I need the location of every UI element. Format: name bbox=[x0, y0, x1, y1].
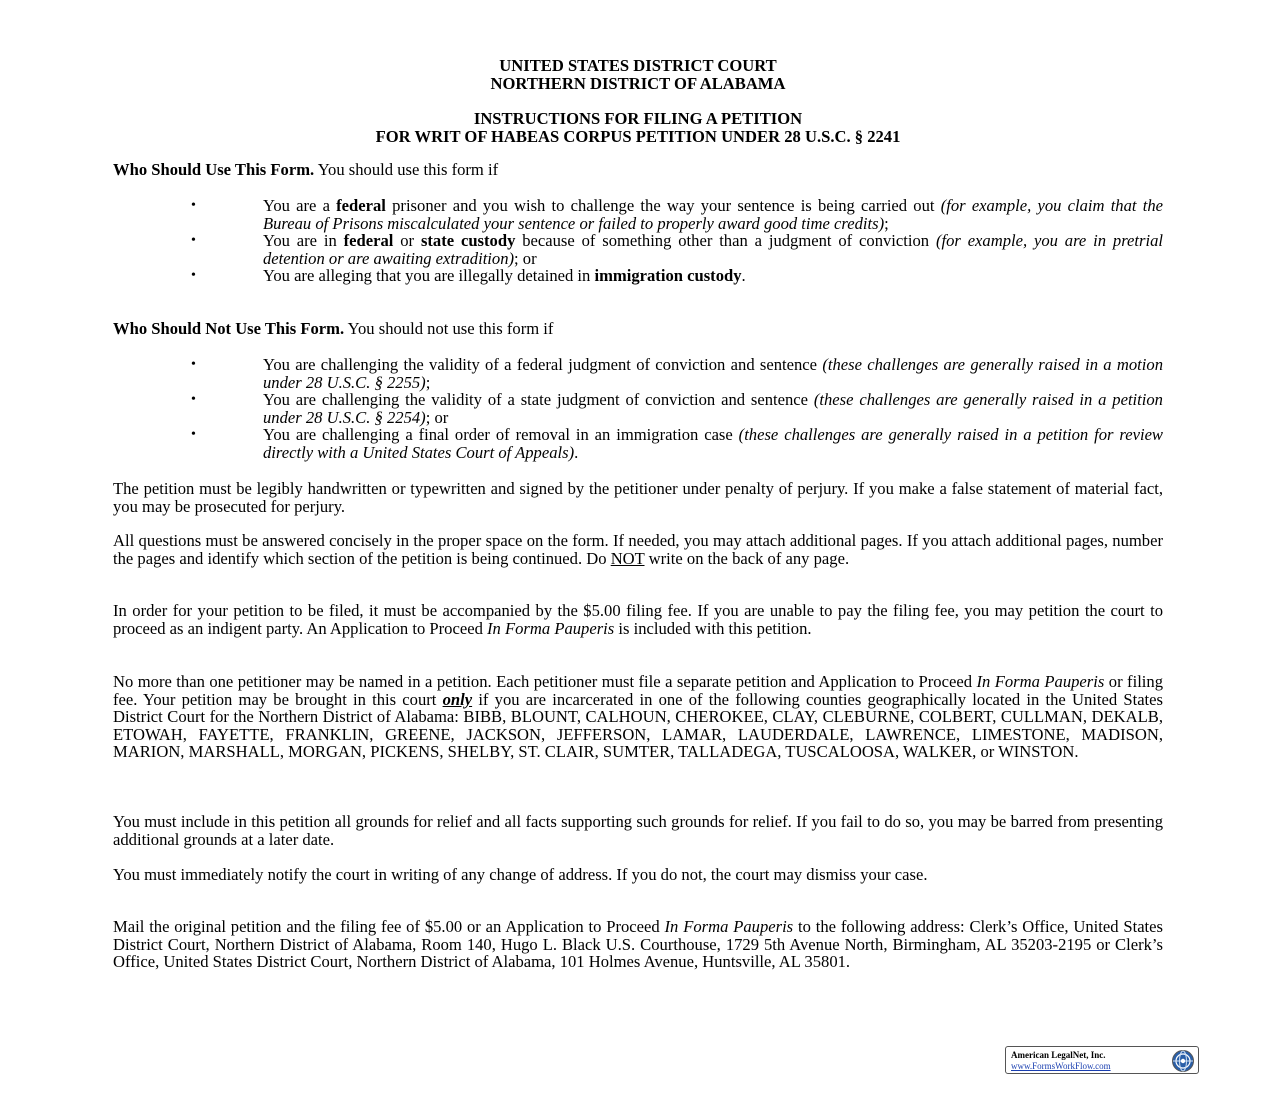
list-item: • You are challenging the validity of a state judgment of conviction and sentence (these challenges are generally raised in a petition under 28 U.S.C. § 2254); or bbox=[191, 390, 1163, 427]
who-should-use-heading: Who Should Use This Form. You should use this form if bbox=[113, 160, 499, 179]
who-should-not-use-heading: Who Should Not Use This Form. You should not use this form if bbox=[113, 319, 554, 338]
paragraph-petitioner-counties: No more than one petitioner may be named in a petition. Each petitioner must file a separate petition and Application to Proceed In Forma Pauperis or filing fee. Your petition may be brought in this court only if you are incarcerated in one of the following counties geographically located in the United States District Court for the Northern District of Alabama: BIBB, BLOUNT, CALHOUN, CHEROKEE, CLAY, CLEBURNE, COLBERT, CULLMAN, DEKALB, ETOWAH, FAYETTE, FRANKLIN, GREENE, JACKSON, JEFFERSON, LAMAR, LAUDERDALE, LAWRENCE, LIMESTONE, MADISON, MARION, MARSHALL, MORGAN, PICKENS, SHELBY, ST. CLAIR, SUMTER, TALLADEGA, TUSCALOOSA, WALKER, or WINSTON. bbox=[113, 672, 1164, 762]
bullet-icon: • bbox=[191, 392, 196, 408]
paragraph-change-of-address: You must immediately notify the court in writing of any change of address. If you do not, the court may dismiss your case. bbox=[113, 865, 928, 884]
bullet-icon: • bbox=[191, 233, 196, 249]
document-title bbox=[113, 110, 1163, 146]
bullet-icon: • bbox=[191, 427, 196, 443]
paragraph-grounds: You must include in this petition all grounds for relief and all facts supporting such grounds for relief. If you fail to do so, you may be barred from presenting additional grounds at a later date. bbox=[113, 812, 1163, 849]
who-should-not-use-list bbox=[113, 356, 1163, 462]
bullet-icon: • bbox=[191, 357, 196, 372]
footer-badge bbox=[1005, 1046, 1199, 1074]
court-name: UNITED STATES DISTRICT COURT bbox=[499, 56, 777, 75]
footer-company: American LegalNet, Inc. bbox=[1011, 1050, 1106, 1060]
list-item: • You are challenging the validity of a federal judgment of conviction and sentence (these challenges are generally raised in a motion under 28 U.S.C. § 2255); bbox=[191, 355, 1163, 392]
court-district: NORTHERN DISTRICT OF ALABAMA bbox=[490, 74, 786, 93]
court-header bbox=[113, 57, 1163, 93]
bullet-icon: • bbox=[191, 198, 196, 213]
footer-url-link[interactable]: www.FormsWorkFlow.com bbox=[1011, 1061, 1111, 1071]
paragraph-filing-fee: In order for your petition to be filed, it must be accompanied by the $5.00 filing fee. If you are unable to pay the filing fee, you may petition the court to proceed as an indigent party. An Application to Proceed In Forma Pauperis is included with this petition. bbox=[113, 601, 1163, 638]
section-heading: Who Should Not Use This Form. bbox=[113, 319, 345, 338]
list-item: • You are challenging a final order of removal in an immigration case (these challenges are generally raised in a petition for review directly with a United States Court of Appeals). bbox=[191, 425, 1163, 462]
title-line-1: INSTRUCTIONS FOR FILING A PETITION bbox=[473, 109, 803, 128]
list-item: • You are a federal prisoner and you wish to challenge the way your sentence is being carried out (for example, you claim that the Bureau of Prisons miscalculated your sentence or failed to properly award good time credits); bbox=[191, 196, 1163, 233]
bullet-icon: • bbox=[191, 268, 196, 284]
list-item: • You are in federal or state custody because of something other than a judgment of conviction (for example, you are in pretrial detention or are awaiting extradition); or bbox=[191, 231, 1163, 268]
who-should-use-list bbox=[113, 197, 1163, 285]
title-line-2: FOR WRIT OF HABEAS CORPUS PETITION UNDER 28 U.S.C. § 2241 bbox=[375, 127, 901, 146]
section-heading: Who Should Use This Form. bbox=[113, 160, 315, 179]
list-item: • You are alleging that you are illegally detained in immigration custody. bbox=[191, 266, 746, 286]
paragraph-mailing: Mail the original petition and the filing fee of $5.00 or an Application to Proceed In Forma Pauperis to the following address: Clerk’s Office, United States District Court, Northern District of Alabama, Room 140, Hugo L. Black U.S. Courthouse, 1729 5th Avenue North, Birmingham, AL 35203-2195 or Clerk’s Office, United States District Court, Northern District of Alabama, 101 Holmes Avenue, Huntsville, AL 35801. bbox=[113, 917, 1163, 972]
paragraph-questions: All questions must be answered concisely in the proper space on the form. If needed, you may attach additional pages. If you attach additional pages, number the pages and identify which section of the petition is being continued. Do NOT write on the back of any page. bbox=[113, 531, 1163, 568]
globe-logo-icon bbox=[1171, 1049, 1195, 1073]
paragraph-legibility: The petition must be legibly handwritten or typewritten and signed by the petitioner under penalty of perjury. If you make a false statement of material fact, you may be prosecuted for perjury. bbox=[113, 479, 1163, 516]
